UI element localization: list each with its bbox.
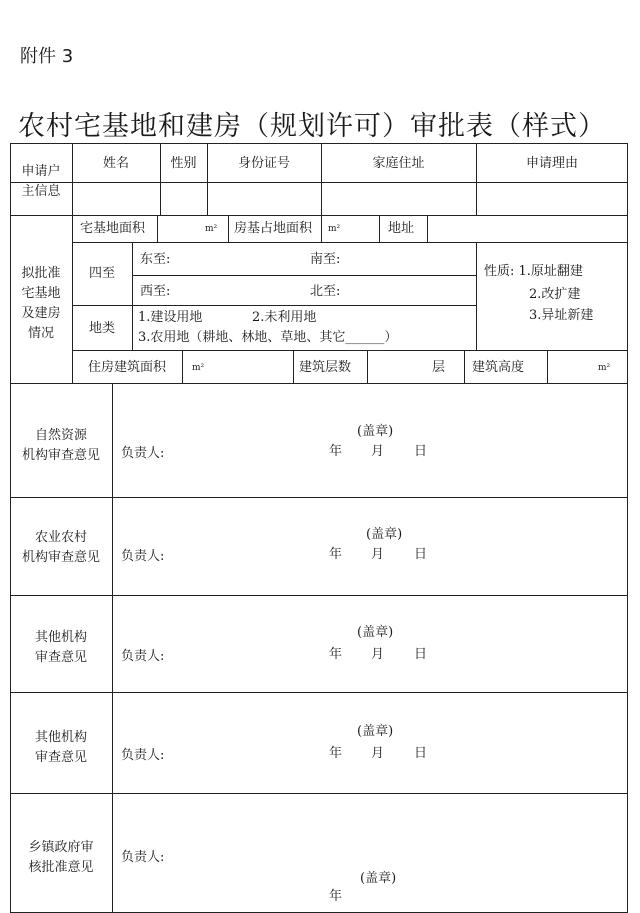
review-natural-resources-label-2: 机构审查意见 bbox=[21, 448, 100, 463]
floors-label: 建筑层数 bbox=[299, 360, 352, 375]
review-2-stamp: (盖章) bbox=[366, 527, 403, 542]
nature-option-2: 2.改扩建 bbox=[529, 287, 581, 302]
nature-option-3: 3.异址新建 bbox=[529, 308, 594, 323]
review-3-signer: 负责人: bbox=[121, 649, 165, 664]
proposed-section-line-3: 及建房 bbox=[21, 306, 61, 321]
location-label: 地址 bbox=[388, 221, 415, 236]
west-boundary: 西至: bbox=[140, 284, 171, 299]
review-2-day: 日 bbox=[414, 547, 428, 562]
header-gender: 性别 bbox=[170, 156, 197, 171]
review-4-day: 日 bbox=[414, 746, 428, 761]
south-boundary: 南至: bbox=[310, 252, 341, 267]
header-address: 家庭住址 bbox=[372, 156, 425, 171]
homestead-area-label: 宅基地面积 bbox=[80, 221, 146, 236]
review-other-1-label-2: 审查意见 bbox=[34, 650, 87, 665]
review-4-month: 月 bbox=[371, 746, 385, 761]
review-1-signer: 负责人: bbox=[121, 446, 165, 461]
header-id-number: 身份证号 bbox=[237, 156, 290, 171]
review-other-1-label: 其他机构 bbox=[34, 630, 87, 645]
review-1-year: 年 bbox=[329, 444, 343, 459]
review-township-label: 乡镇政府审 bbox=[28, 840, 94, 855]
review-4-stamp: (盖章) bbox=[357, 724, 394, 739]
review-3-stamp: (盖章) bbox=[357, 625, 394, 640]
footprint-area-unit: m² bbox=[328, 224, 341, 234]
applicant-section-label-2: 主信息 bbox=[21, 184, 61, 199]
floors-unit: 层 bbox=[432, 360, 446, 375]
header-reason: 申请理由 bbox=[525, 156, 578, 171]
review-township-label-2: 核批准意见 bbox=[28, 860, 94, 875]
floor-area-label: 住房建筑面积 bbox=[88, 360, 167, 375]
review-3-year: 年 bbox=[329, 647, 343, 662]
review-other-2-label-2: 审查意见 bbox=[34, 750, 87, 765]
review-agriculture-label-2: 机构审查意见 bbox=[21, 550, 100, 565]
review-2-signer: 负责人: bbox=[121, 549, 165, 564]
review-2-year: 年 bbox=[329, 547, 343, 562]
review-2-month: 月 bbox=[371, 547, 385, 562]
east-boundary: 东至: bbox=[140, 252, 171, 267]
boundaries-label: 四至 bbox=[88, 266, 115, 281]
review-3-day: 日 bbox=[414, 647, 428, 662]
land-type-construction: 1.建设用地 bbox=[138, 310, 203, 325]
review-3-month: 月 bbox=[371, 647, 385, 662]
review-natural-resources-label: 自然资源 bbox=[34, 428, 87, 443]
review-agriculture-label: 农业农村 bbox=[34, 530, 87, 545]
applicant-section-label: 申请户 bbox=[21, 164, 61, 179]
proposed-section-line-1: 拟批准 bbox=[21, 266, 61, 281]
review-4-year: 年 bbox=[329, 746, 343, 761]
review-1-stamp: (盖章) bbox=[357, 424, 394, 439]
review-5-signer: 负责人: bbox=[121, 850, 165, 865]
north-boundary: 北至: bbox=[310, 284, 341, 299]
homestead-area-unit: m² bbox=[205, 224, 218, 234]
proposed-section-line-2: 宅基地 bbox=[21, 286, 61, 301]
review-1-day: 日 bbox=[414, 444, 428, 459]
header-name: 姓名 bbox=[102, 156, 129, 171]
attachment-label: 附件 3 bbox=[20, 46, 74, 67]
floor-area-unit: m² bbox=[192, 363, 205, 373]
review-4-signer: 负责人: bbox=[121, 748, 165, 763]
review-other-2-label: 其他机构 bbox=[34, 730, 87, 745]
land-type-label: 地类 bbox=[88, 321, 115, 336]
review-1-month: 月 bbox=[371, 444, 385, 459]
page-title: 农村宅基地和建房（规划许可）审批表（样式） bbox=[18, 111, 606, 142]
land-type-unused: 2.未利用地 bbox=[252, 310, 317, 325]
land-type-agricultural: 3.农用地（耕地、林地、草地、其它______） bbox=[138, 330, 398, 345]
footprint-area-label: 房基占地面积 bbox=[234, 221, 313, 236]
proposed-section-line-4: 情况 bbox=[27, 326, 54, 341]
height-unit: m² bbox=[598, 363, 611, 373]
review-5-year: 年 bbox=[329, 889, 343, 904]
review-5-stamp: (盖章) bbox=[360, 871, 397, 886]
nature-label: 性质: 1.原址翻建 bbox=[484, 264, 583, 279]
height-label: 建筑高度 bbox=[472, 360, 525, 375]
